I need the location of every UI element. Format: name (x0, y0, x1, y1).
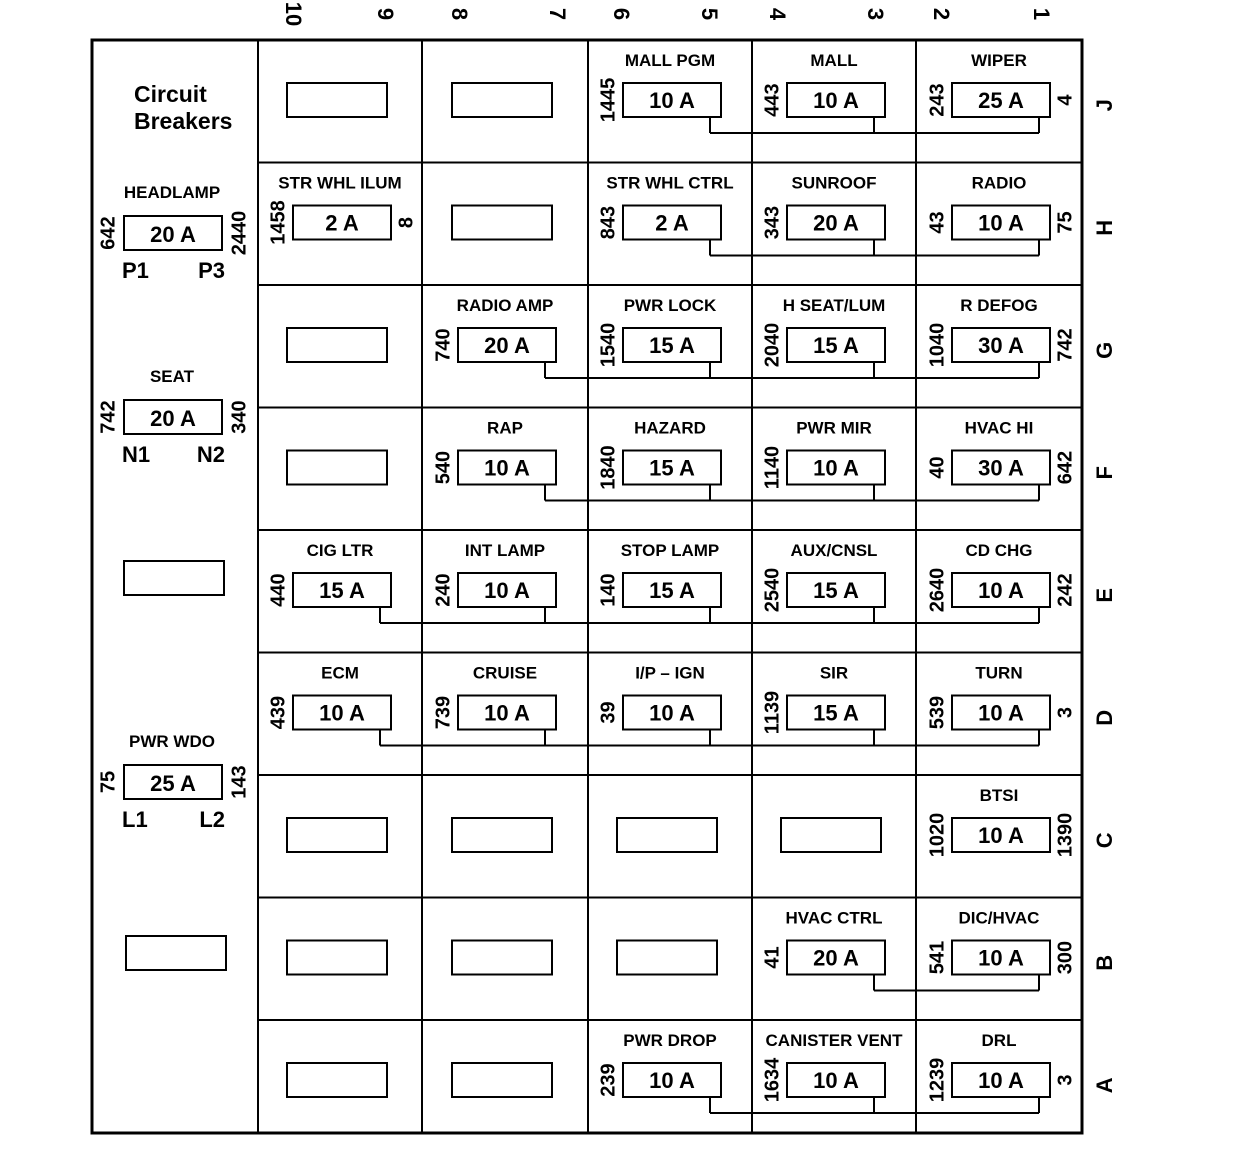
fuse-rating: 2 A (655, 210, 689, 236)
fuse-F2 (432, 419, 556, 485)
wire-number-left: 75 (97, 770, 120, 794)
fuse-label: H SEAT/LUM (782, 296, 886, 315)
fuse-label: CD CHG (965, 541, 1033, 560)
wire-number-left: 239 (597, 1063, 620, 1097)
fuse-rating: 15 A (649, 578, 695, 603)
empty-fuse-slot (452, 83, 552, 117)
fuse-rating: 15 A (813, 333, 859, 358)
row-letter: E (1091, 587, 1117, 603)
fuse-label: SIR (819, 663, 849, 683)
circuit-breakers-title: Circuit Breakers (134, 81, 233, 134)
fuse-B4 (761, 909, 885, 975)
row-letter: F (1091, 466, 1117, 480)
wire-number-right: 2440 (228, 210, 251, 256)
fuse-rating: 20 A (484, 333, 530, 358)
empty-fuse-slot (617, 941, 717, 975)
fuse-label: CANISTER VENT (765, 1031, 903, 1050)
fuse-A3 (597, 1031, 721, 1097)
fuse-label: HVAC CTRL (785, 908, 883, 928)
row-letter: B (1091, 954, 1117, 971)
fuse-B5 (926, 909, 1076, 975)
fuse-J4 (761, 51, 885, 117)
fuse-E5 (926, 541, 1076, 612)
wire-number-right: 642 (1054, 450, 1077, 485)
wire-number-left: 1840 (597, 445, 620, 490)
breaker-rating: 20 A (150, 406, 196, 431)
row-letter: H (1091, 219, 1117, 236)
fuse-H4 (761, 174, 885, 240)
wire-number-left: 739 (432, 695, 455, 730)
empty-fuse-slot (287, 451, 387, 485)
wire-number-left: 1239 (926, 1057, 949, 1103)
wire-number-left: 1540 (597, 322, 620, 368)
empty-fuse-slot (287, 83, 387, 117)
wire-number-left: 439 (267, 695, 290, 730)
circuit-breaker-3 (97, 732, 250, 832)
empty-breaker-slot (124, 561, 224, 595)
fuse-J3 (597, 51, 721, 122)
row-letter: G (1091, 341, 1117, 359)
wire-number-right: 1390 (1054, 812, 1077, 858)
breaker-label: SEAT (149, 367, 195, 386)
terminal-right: N2 (196, 442, 225, 467)
wire-number-left: 540 (432, 450, 455, 485)
fuse-rating: 30 A (978, 455, 1024, 481)
fuse-label: STR WHL ILUM (278, 173, 402, 193)
fuse-rating: 10 A (484, 700, 530, 726)
fuse-label: I/P – IGN (635, 663, 705, 683)
breaker-rating: 20 A (150, 222, 196, 247)
fuse-rating: 15 A (813, 700, 859, 726)
fuse-G3 (597, 296, 721, 367)
circuit-breaker-1 (97, 183, 250, 283)
wire-number-right: 242 (1054, 573, 1077, 607)
empty-fuse-slot (617, 818, 717, 852)
fuse-rating: 15 A (319, 578, 365, 603)
wire-number-right: 75 (1054, 211, 1077, 234)
fuse-rating: 10 A (813, 455, 859, 481)
empty-fuse-slot (452, 818, 552, 852)
fuse-rating: 10 A (978, 210, 1024, 236)
fuse-rating: 10 A (484, 578, 530, 603)
fuse-G4 (761, 296, 885, 367)
fuse-label: INT LAMP (464, 541, 546, 560)
fuse-C5 (926, 786, 1076, 857)
row-letter: C (1091, 832, 1117, 849)
fuse-rating: 10 A (978, 700, 1024, 726)
fuse-rating: 15 A (813, 578, 859, 603)
fuse-rating: 10 A (978, 945, 1024, 971)
empty-fuse-slot (781, 818, 881, 852)
wire-number-right: 8 (395, 216, 418, 229)
column-number: 4 (765, 7, 791, 21)
wire-number-right: 3 (1054, 1074, 1077, 1086)
fuse-D5 (926, 664, 1076, 730)
wire-number-right: 742 (1054, 328, 1077, 362)
column-number: 6 (609, 7, 635, 21)
breaker-rating: 25 A (150, 771, 196, 796)
wire-number-left: 539 (926, 695, 949, 730)
row-letter: D (1091, 709, 1117, 726)
fuse-rating: 10 A (649, 700, 695, 726)
breaker-label: HEADLAMP (123, 183, 221, 202)
fuse-rating: 10 A (978, 1068, 1024, 1093)
fuse-label: DRL (981, 1031, 1017, 1050)
fuse-rating: 10 A (649, 88, 695, 113)
fuse-H3 (597, 174, 733, 240)
fuse-rating: 10 A (484, 455, 530, 481)
wire-number-left: 43 (926, 211, 949, 234)
wire-number-left: 40 (926, 456, 949, 479)
wire-number-left: 2540 (761, 567, 784, 613)
fuse-label: MALL PGM (624, 51, 716, 70)
wire-number-left: 1458 (267, 200, 290, 245)
column-number: 8 (447, 7, 473, 21)
fuse-label: CIG LTR (306, 541, 374, 560)
fuse-rating: 10 A (978, 823, 1024, 848)
fuse-rating: 10 A (319, 700, 365, 726)
fuse-label: ECM (321, 663, 359, 683)
terminal-right: L2 (199, 807, 225, 832)
fuse-D2 (432, 664, 556, 730)
breaker-label: PWR WDO (129, 732, 215, 751)
terminal-right: P3 (198, 258, 225, 283)
wire-number-left: 343 (761, 205, 784, 240)
column-number: 7 (545, 7, 571, 21)
wire-number-left: 39 (597, 701, 620, 724)
wire-number-right: 3 (1054, 706, 1077, 719)
wire-number-left: 843 (597, 205, 620, 240)
wire-number-left: 740 (432, 328, 455, 362)
fuse-label: TURN (975, 663, 1023, 683)
empty-fuse-slot (452, 1063, 552, 1097)
fuse-label: RAP (487, 418, 523, 438)
wire-number-left: 440 (267, 573, 290, 607)
fuse-J5 (926, 51, 1076, 117)
wire-number-left: 243 (926, 83, 949, 117)
fuse-rating: 10 A (813, 1068, 859, 1093)
wire-number-left: 1040 (926, 322, 949, 368)
fuse-label: PWR LOCK (623, 296, 717, 315)
wire-number-left: 41 (761, 946, 784, 969)
fuse-label: BTSI (979, 786, 1019, 805)
fuse-A4 (761, 1031, 903, 1102)
wire-number-left: 642 (97, 216, 120, 250)
empty-fuse-slot (287, 328, 387, 362)
fuse-rating: 15 A (649, 455, 695, 481)
fuse-rating: 15 A (649, 333, 695, 358)
row-letter: A (1091, 1077, 1117, 1094)
fuse-label: MALL (810, 51, 858, 70)
fuse-E1 (267, 541, 391, 607)
wire-number-left: 1445 (597, 77, 620, 123)
fuse-rating: 25 A (978, 88, 1024, 113)
empty-fuse-slot (287, 1063, 387, 1097)
fuse-rating: 20 A (813, 945, 859, 971)
fuse-G5 (926, 296, 1076, 367)
column-number: 3 (863, 7, 889, 21)
empty-fuse-slot (287, 818, 387, 852)
fuse-rating: 30 A (978, 333, 1024, 358)
fuse-label: PWR DROP (623, 1031, 717, 1050)
wire-number-left: 742 (97, 400, 120, 434)
fuse-label: R DEFOG (960, 296, 1038, 315)
fuse-label: AUX/CNSL (790, 541, 878, 560)
wire-number-right: 4 (1054, 94, 1077, 106)
fuse-rating: 20 A (813, 210, 859, 236)
fuse-label: SUNROOF (791, 173, 877, 193)
fuse-label: DIC/HVAC (958, 908, 1040, 928)
fuse-label: STOP LAMP (620, 541, 720, 560)
wire-number-left: 1139 (761, 690, 784, 735)
fuse-F5 (926, 419, 1076, 485)
fuse-F4 (761, 419, 885, 490)
circuit-breaker-2 (97, 367, 250, 467)
fuse-E2 (432, 541, 556, 607)
terminal-left: L1 (122, 807, 148, 832)
fuse-rating: 10 A (649, 1068, 695, 1093)
column-number: 10 (281, 1, 307, 27)
empty-breaker-slot (126, 936, 226, 970)
fuse-E3 (597, 541, 721, 607)
fuse-H5 (926, 174, 1076, 240)
fuse-rating: 10 A (978, 578, 1024, 603)
wire-number-left: 140 (597, 573, 620, 607)
wire-number-left: 443 (761, 83, 784, 117)
fuse-label: PWR MIR (796, 418, 872, 438)
wire-number-left: 240 (432, 573, 455, 607)
column-number: 9 (373, 7, 399, 21)
wire-number-left: 541 (926, 940, 949, 975)
fuse-label: RADIO (971, 173, 1027, 193)
fuse-rating: 2 A (325, 210, 359, 236)
fuse-H1 (267, 174, 417, 245)
wire-number-left: 2640 (926, 567, 949, 613)
wire-number-left: 1140 (761, 445, 784, 490)
wire-number-right: 340 (228, 400, 251, 434)
fuse-A5 (926, 1031, 1076, 1102)
wire-number-right: 143 (228, 765, 251, 799)
empty-fuse-slot (452, 941, 552, 975)
fuse-label: CRUISE (472, 663, 538, 683)
fuse-E4 (761, 541, 885, 612)
empty-fuse-slot (452, 206, 552, 240)
fuse-D3 (597, 664, 721, 730)
empty-fuse-slot (287, 941, 387, 975)
terminal-left: P1 (122, 258, 149, 283)
fuse-D1 (267, 664, 391, 730)
wire-number-left: 2040 (761, 322, 784, 368)
fuse-label: STR WHL CTRL (606, 173, 734, 193)
fuse-label: HVAC HI (964, 418, 1034, 438)
fuse-label: HAZARD (634, 418, 706, 438)
fuse-F3 (597, 419, 721, 490)
row-letter: J (1091, 99, 1117, 112)
terminal-left: N1 (122, 442, 151, 467)
wire-number-left: 1020 (926, 812, 949, 858)
column-number: 2 (929, 7, 955, 21)
fuse-rating: 10 A (813, 88, 859, 113)
fuse-D4 (761, 664, 885, 735)
fuse-label: WIPER (971, 51, 1027, 70)
wire-number-left: 1634 (761, 1057, 784, 1103)
fuse-label: RADIO AMP (456, 296, 554, 315)
fuse-G2 (432, 296, 556, 362)
wire-number-right: 300 (1054, 940, 1077, 975)
column-number: 1 (1029, 7, 1055, 21)
column-number: 5 (697, 7, 723, 21)
